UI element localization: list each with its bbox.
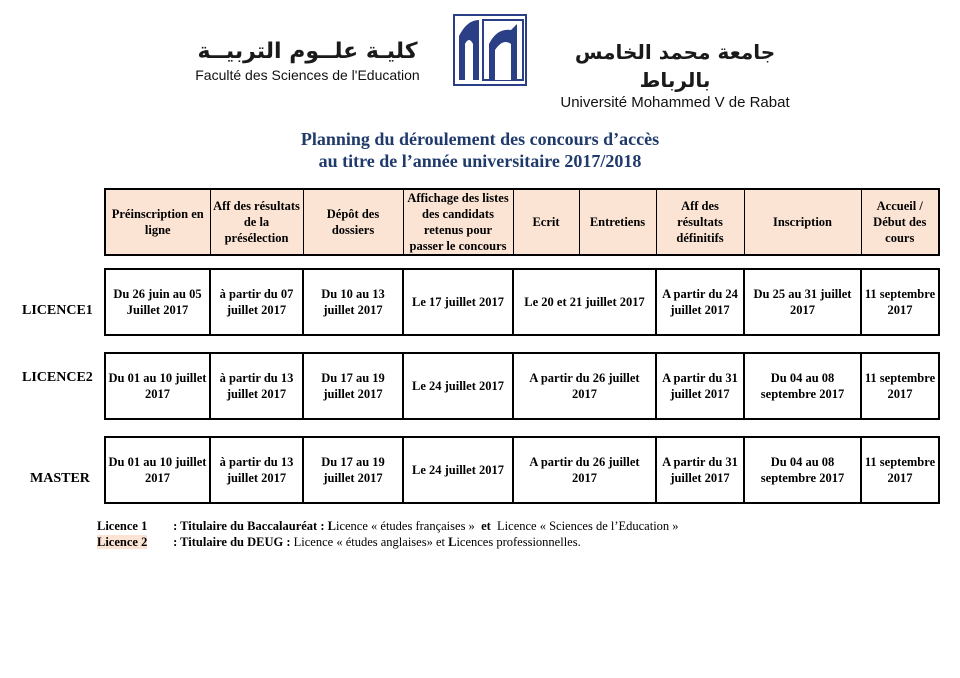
note-letter: L bbox=[448, 535, 457, 549]
row-label-licence1: LICENCE1 bbox=[22, 303, 93, 318]
col-header-accueil: Accueil / Début des cours bbox=[861, 189, 939, 255]
note-text: Licence « Sciences de l’Education » bbox=[497, 519, 679, 533]
table-cell: Du 10 au 13 juillet 2017 bbox=[303, 269, 403, 335]
table-cell: Le 17 juillet 2017 bbox=[403, 269, 513, 335]
note-key: Licence 1 bbox=[97, 519, 148, 533]
col-header-depot: Dépôt des dossiers bbox=[303, 189, 403, 255]
note-letter: L bbox=[327, 519, 336, 533]
title-line-1: Planning du déroulement des concours d’accès bbox=[300, 129, 660, 149]
faculty-name-arabic: كليـة علــوم التربيــة bbox=[197, 39, 418, 64]
table-cell: Le 20 et 21 juillet 2017 bbox=[513, 269, 656, 335]
col-header-inscription: Inscription bbox=[744, 189, 861, 255]
table-cell: 11 septembre 2017 bbox=[861, 353, 939, 419]
note-licence2 bbox=[97, 534, 679, 550]
faculty-name-french: Faculté des Sciences de l'Education bbox=[195, 67, 420, 83]
note-text: Licence « études anglaises» et bbox=[293, 535, 445, 549]
table-cell: Du 25 au 31 juillet 2017 bbox=[744, 269, 861, 335]
university-logo bbox=[560, 38, 790, 112]
col-header-preinscription: Préinscription en ligne bbox=[105, 189, 210, 255]
table-cell: Le 24 juillet 2017 bbox=[403, 437, 513, 503]
university-emblem-icon bbox=[453, 14, 527, 86]
table-cell: A partir du 26 juillet 2017 bbox=[513, 437, 656, 503]
schedule-row-master bbox=[104, 436, 940, 504]
note-label: : Titulaire du Baccalauréat : bbox=[173, 519, 325, 533]
note-licence1 bbox=[97, 518, 679, 534]
table-cell: 11 septembre 2017 bbox=[861, 437, 939, 503]
university-name-arabic: جامعة محمد الخامس بالرباط bbox=[574, 40, 776, 92]
column-header-table bbox=[104, 188, 940, 256]
table-cell: Du 01 au 10 juillet 2017 bbox=[105, 437, 210, 503]
note-key: Licence 2 bbox=[97, 535, 148, 549]
faculty-logo bbox=[195, 38, 420, 84]
schedule-row-licence1 bbox=[104, 268, 940, 336]
note-conjunction: et bbox=[481, 519, 491, 533]
table-cell: à partir du 07 juillet 2017 bbox=[210, 269, 303, 335]
table-cell: A partir du 24 juillet 2017 bbox=[656, 269, 744, 335]
note-text: icence « études françaises » bbox=[335, 519, 475, 533]
row-label-licence2: LICENCE2 bbox=[22, 370, 93, 385]
document-title bbox=[0, 128, 960, 172]
page-header bbox=[0, 0, 960, 111]
schedule-row-licence2 bbox=[104, 352, 940, 420]
col-header-ecrit: Ecrit bbox=[513, 189, 579, 255]
table-cell: Du 17 au 19 juillet 2017 bbox=[303, 437, 403, 503]
title-line-2: au titre de l’année universitaire 2017/2018 bbox=[318, 151, 642, 171]
university-name-french: Université Mohammed V de Rabat bbox=[560, 94, 790, 111]
table-cell: Du 01 au 10 juillet 2017 bbox=[105, 353, 210, 419]
row-label-master: MASTER bbox=[30, 471, 90, 486]
table-cell: à partir du 13 juillet 2017 bbox=[210, 437, 303, 503]
table-cell: Du 04 au 08 septembre 2017 bbox=[744, 353, 861, 419]
table-cell: A partir du 31 juillet 2017 bbox=[656, 437, 744, 503]
table-cell: 11 septembre 2017 bbox=[861, 269, 939, 335]
col-header-resultats: Aff des résultats définitifs bbox=[656, 189, 744, 255]
col-header-affichage: Affichage des listes des candidats retenus pour passer le concours bbox=[403, 189, 513, 255]
col-header-preselection: Aff des résultats de la présélection bbox=[210, 189, 303, 255]
table-cell: Du 04 au 08 septembre 2017 bbox=[744, 437, 861, 503]
footnotes bbox=[97, 518, 679, 550]
table-cell: à partir du 13 juillet 2017 bbox=[210, 353, 303, 419]
table-cell: Le 24 juillet 2017 bbox=[403, 353, 513, 419]
col-header-entretiens: Entretiens bbox=[579, 189, 656, 255]
table-cell: A partir du 26 juillet 2017 bbox=[513, 353, 656, 419]
note-text: icences professionnelles. bbox=[456, 535, 581, 549]
table-cell: Du 17 au 19 juillet 2017 bbox=[303, 353, 403, 419]
table-cell: A partir du 31 juillet 2017 bbox=[656, 353, 744, 419]
note-label: : Titulaire du DEUG : bbox=[173, 535, 291, 549]
table-cell: Du 26 juin au 05 Juillet 2017 bbox=[105, 269, 210, 335]
